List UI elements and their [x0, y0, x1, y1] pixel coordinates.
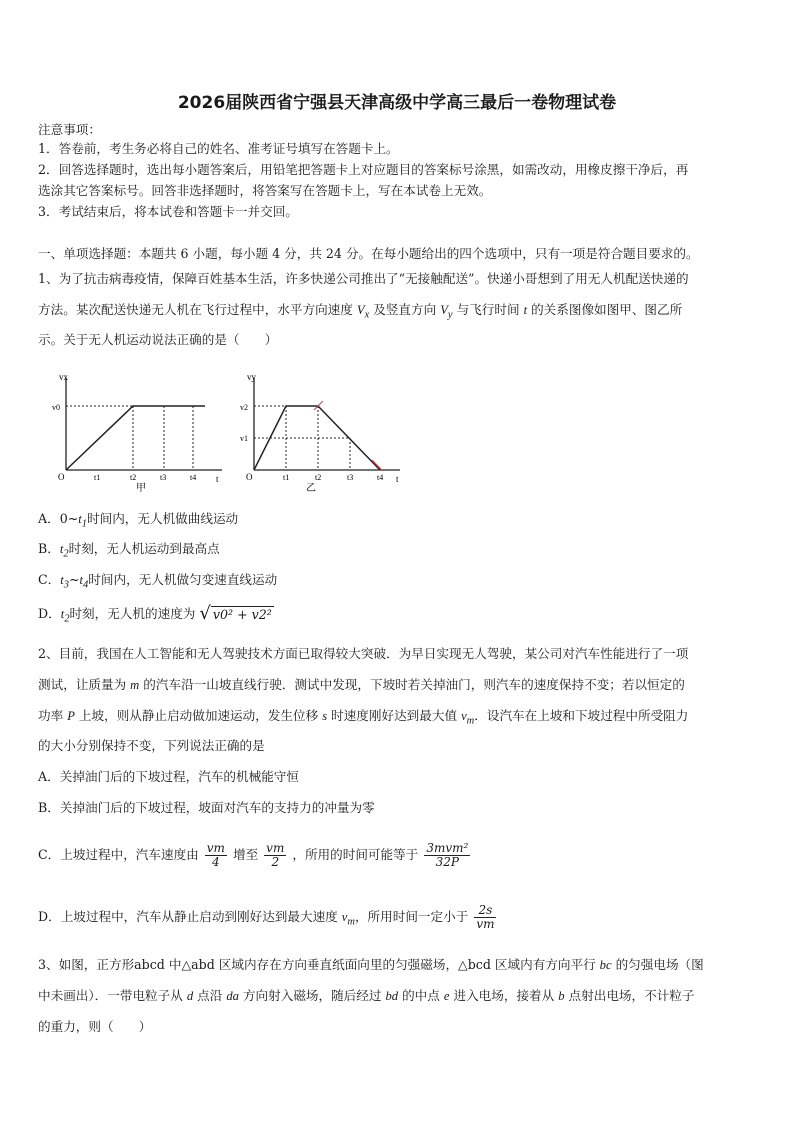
note-item-3: 3．考试结束后，将本试卷和答题卡一并交回。: [38, 204, 298, 219]
option-text: D．: [38, 606, 61, 621]
graph-b-x-label: t: [396, 474, 399, 484]
option-sub: 1: [81, 518, 88, 530]
q3-text: 的中点: [398, 988, 444, 1003]
option-text: ，所用时间一定小于: [354, 909, 469, 924]
q2-stem-line3: [38, 708, 758, 730]
q1-option-b: [38, 541, 758, 563]
q3-bd: bd: [385, 989, 399, 1003]
option-text: A．0~: [38, 511, 79, 526]
option-text: 增至: [232, 847, 259, 862]
q2-option-a: A．关掉油门后的下坡过程，汽车的机械能守恒: [38, 769, 299, 784]
q2-option-c: [38, 840, 758, 870]
q3-da: da: [226, 989, 239, 1003]
q2-text: 时速度刚好达到最大值: [327, 708, 462, 723]
fraction-2s-vm: $\frac{2s}{vm}$: [476, 903, 495, 931]
q2-s: s: [322, 709, 328, 723]
graph-b-tick-t4: t4: [377, 473, 384, 482]
q2-m: m: [130, 678, 140, 692]
q2-option-d: [38, 902, 758, 938]
section-heading: 一、单项选择题：本题共 6 小题，每小题 4 分，共 24 分。在每小题给出的四个选项中，只有一项是符合题目要求的。: [38, 246, 699, 261]
graph-a-x-label: t: [216, 474, 219, 484]
q2-text: 测试，让质量为: [38, 677, 131, 692]
graph-b-tick-t3: t3: [347, 473, 354, 482]
q1-option-a: [38, 511, 758, 533]
option-var: t: [60, 573, 64, 587]
q1-vy-sub: y: [447, 309, 453, 321]
q3-stem-line3: 的重力，则（ ）: [38, 1019, 152, 1034]
q1-stem-line3: 示。关于无人机运动说法正确的是（ ）: [38, 332, 278, 347]
q2-P: P: [67, 709, 75, 723]
q1-text: 与飞行时间: [452, 302, 524, 317]
graph-b-tick-t1: t1: [283, 473, 290, 482]
option-var: t: [59, 542, 64, 556]
q2-vm: v: [461, 709, 467, 723]
q1-vx-sub: x: [364, 309, 370, 321]
exam-title: 2026届陕西省宁强县天津高级中学高三最后一卷物理试卷: [177, 93, 617, 113]
q3-b: b: [558, 989, 565, 1003]
q1-option-c: [38, 572, 758, 594]
q2-text: 的汽车沿一山坡直线行驶．测试中发现，下坡时若关掉油门，则汽车的速度保持不变；若以恒定的: [139, 677, 685, 692]
graph-b-origin: O: [246, 472, 253, 482]
q1-vy: V: [440, 303, 448, 317]
graph-a-y-label: vx: [59, 372, 68, 382]
option-var: t: [78, 512, 82, 526]
graph-b-y-label: vy: [247, 372, 256, 382]
option-text: B．: [38, 541, 60, 556]
q2-stem-line1: 2、目前，我国在人工智能和无人驾驶技术方面已取得较大突破．为早日实现无人驾驶，某公司对汽车性能进行了一项: [38, 646, 689, 661]
graph-a-tick-t3: t3: [160, 473, 167, 482]
sqrt-body: v0² + v2²: [212, 607, 272, 622]
option-var: t: [60, 607, 65, 621]
option-text: D．上坡过程中，汽车从静止启动到刚好达到最大速度: [38, 909, 342, 924]
q3-text: 方向射入磁场，随后经过: [238, 988, 386, 1003]
graph-a-tick-t4: t4: [190, 473, 197, 482]
q1-vx: V: [356, 303, 365, 317]
q1-graph-a: [50, 370, 225, 495]
fraction-3mvm2-32P: $\frac{\text{3mvm²}}{32P}$: [426, 841, 469, 869]
graph-a-tick-t1: t1: [94, 473, 101, 482]
q2-vm-sub: m: [466, 715, 475, 727]
q1-text: 的关系图像如图甲、图乙所: [527, 302, 683, 317]
q3-bc: bc: [599, 958, 612, 972]
q3-text: 3、如图，正方形abcd 中△abd 区域内存在方向垂直纸面向里的匀强磁场，△bcd 区域内有方向平行: [38, 957, 600, 972]
q2-option-b: B．关掉油门后的下坡过程，坡面对汽车的支持力的冲量为零: [38, 800, 375, 815]
option-text: ~: [68, 572, 80, 587]
option-sub: 2: [64, 613, 70, 625]
q3-d: d: [186, 989, 194, 1003]
graph-a-tick-t2: t2: [130, 473, 137, 482]
option-text: 时间内，无人机做匀变速直线运动: [88, 572, 278, 587]
q2-text: ．设汽车在上坡和下坡过程中所受阻力: [474, 708, 689, 723]
notes-heading: 注意事项：: [38, 122, 101, 137]
option-text: ，所用的时间可能等于: [292, 847, 419, 862]
q3-text: 的匀强电场（图: [611, 957, 704, 972]
option-vm: v: [341, 910, 348, 924]
q2-stem-line4: 的大小分别保持不变，下列说法正确的是: [38, 738, 265, 753]
q2-text: 上坡，则从静止启动做加速运动，发生位移: [74, 708, 323, 723]
note-item-2-cont: 选涂其它答案标号。回答非选择题时，将答案写在答题卡上，写在本试卷上无效。: [38, 183, 492, 198]
q1-text: 方法。某次配送快递无人机在飞行过程中，水平方向速度: [38, 302, 357, 317]
q1-text: 及竖直方向: [369, 302, 441, 317]
q2-stem-line2: [38, 677, 758, 693]
option-text: 时间内，无人机做曲线运动: [87, 511, 239, 526]
q3-e: e: [443, 989, 450, 1003]
graph-b-curve: [254, 406, 380, 470]
graph-a-v0-label: v0: [52, 403, 60, 412]
graph-b-v1-label: v1: [240, 434, 248, 443]
fraction-vm-2: $\frac{vm}{2}$: [266, 841, 285, 869]
graph-b-v2-label: v2: [240, 403, 248, 412]
note-item-2: 2．回答选择题时，选出每小题答案后，用铅笔把答题卡上对应题目的答案标号涂黑，如需改动，用橡皮擦干净后，再: [38, 162, 689, 177]
q1-stem-line2: [38, 302, 758, 324]
q1-option-d: [38, 603, 758, 628]
q3-text: 点射出电场，不计粒子: [564, 988, 695, 1003]
fraction-vm-4: $\frac{vm}{4}$: [206, 841, 225, 869]
q3-stem-line1: [38, 957, 758, 973]
graph-a-curve: [66, 406, 205, 470]
q3-text: 点沿: [193, 988, 227, 1003]
option-vm-sub: m: [347, 916, 355, 928]
sqrt-expression: √ v0² + v2²: [199, 603, 272, 624]
q1-graph-b: [238, 370, 408, 495]
graph-a-origin: O: [58, 472, 65, 482]
q3-text: 中未画出）．一带电粒子从: [38, 988, 187, 1003]
option-sub: 3: [63, 579, 69, 591]
graph-b-red-mark: [372, 460, 381, 469]
q2-text: 功率: [38, 708, 68, 723]
note-item-1: 1．答卷前，考生务必将自己的姓名、准考证号填写在答题卡上。: [38, 141, 399, 156]
option-text: 时刻，无人机运动到最高点: [68, 541, 220, 556]
graph-a-caption: 甲: [136, 483, 146, 494]
graph-b-caption: 乙: [306, 483, 316, 494]
q1-t: t: [523, 303, 528, 317]
option-sub: 4: [83, 579, 89, 591]
option-text: C．上坡过程中，汽车速度由: [38, 847, 199, 862]
q3-text: 进入电场，接着从: [449, 988, 559, 1003]
option-sub: 2: [63, 548, 69, 560]
q3-stem-line2: [38, 988, 758, 1004]
option-var: t: [79, 573, 84, 587]
option-text: 时刻，无人机的速度为: [69, 606, 196, 621]
q1-stem-line1: 1、为了抗击病毒疫情，保障百姓基本生活，许多快递公司推出了“无接触配送”。快递小哥想到了用无人机配送快递的: [38, 271, 689, 286]
option-text: C．: [38, 572, 61, 587]
graph-b-tick-t2: t2: [315, 473, 322, 482]
